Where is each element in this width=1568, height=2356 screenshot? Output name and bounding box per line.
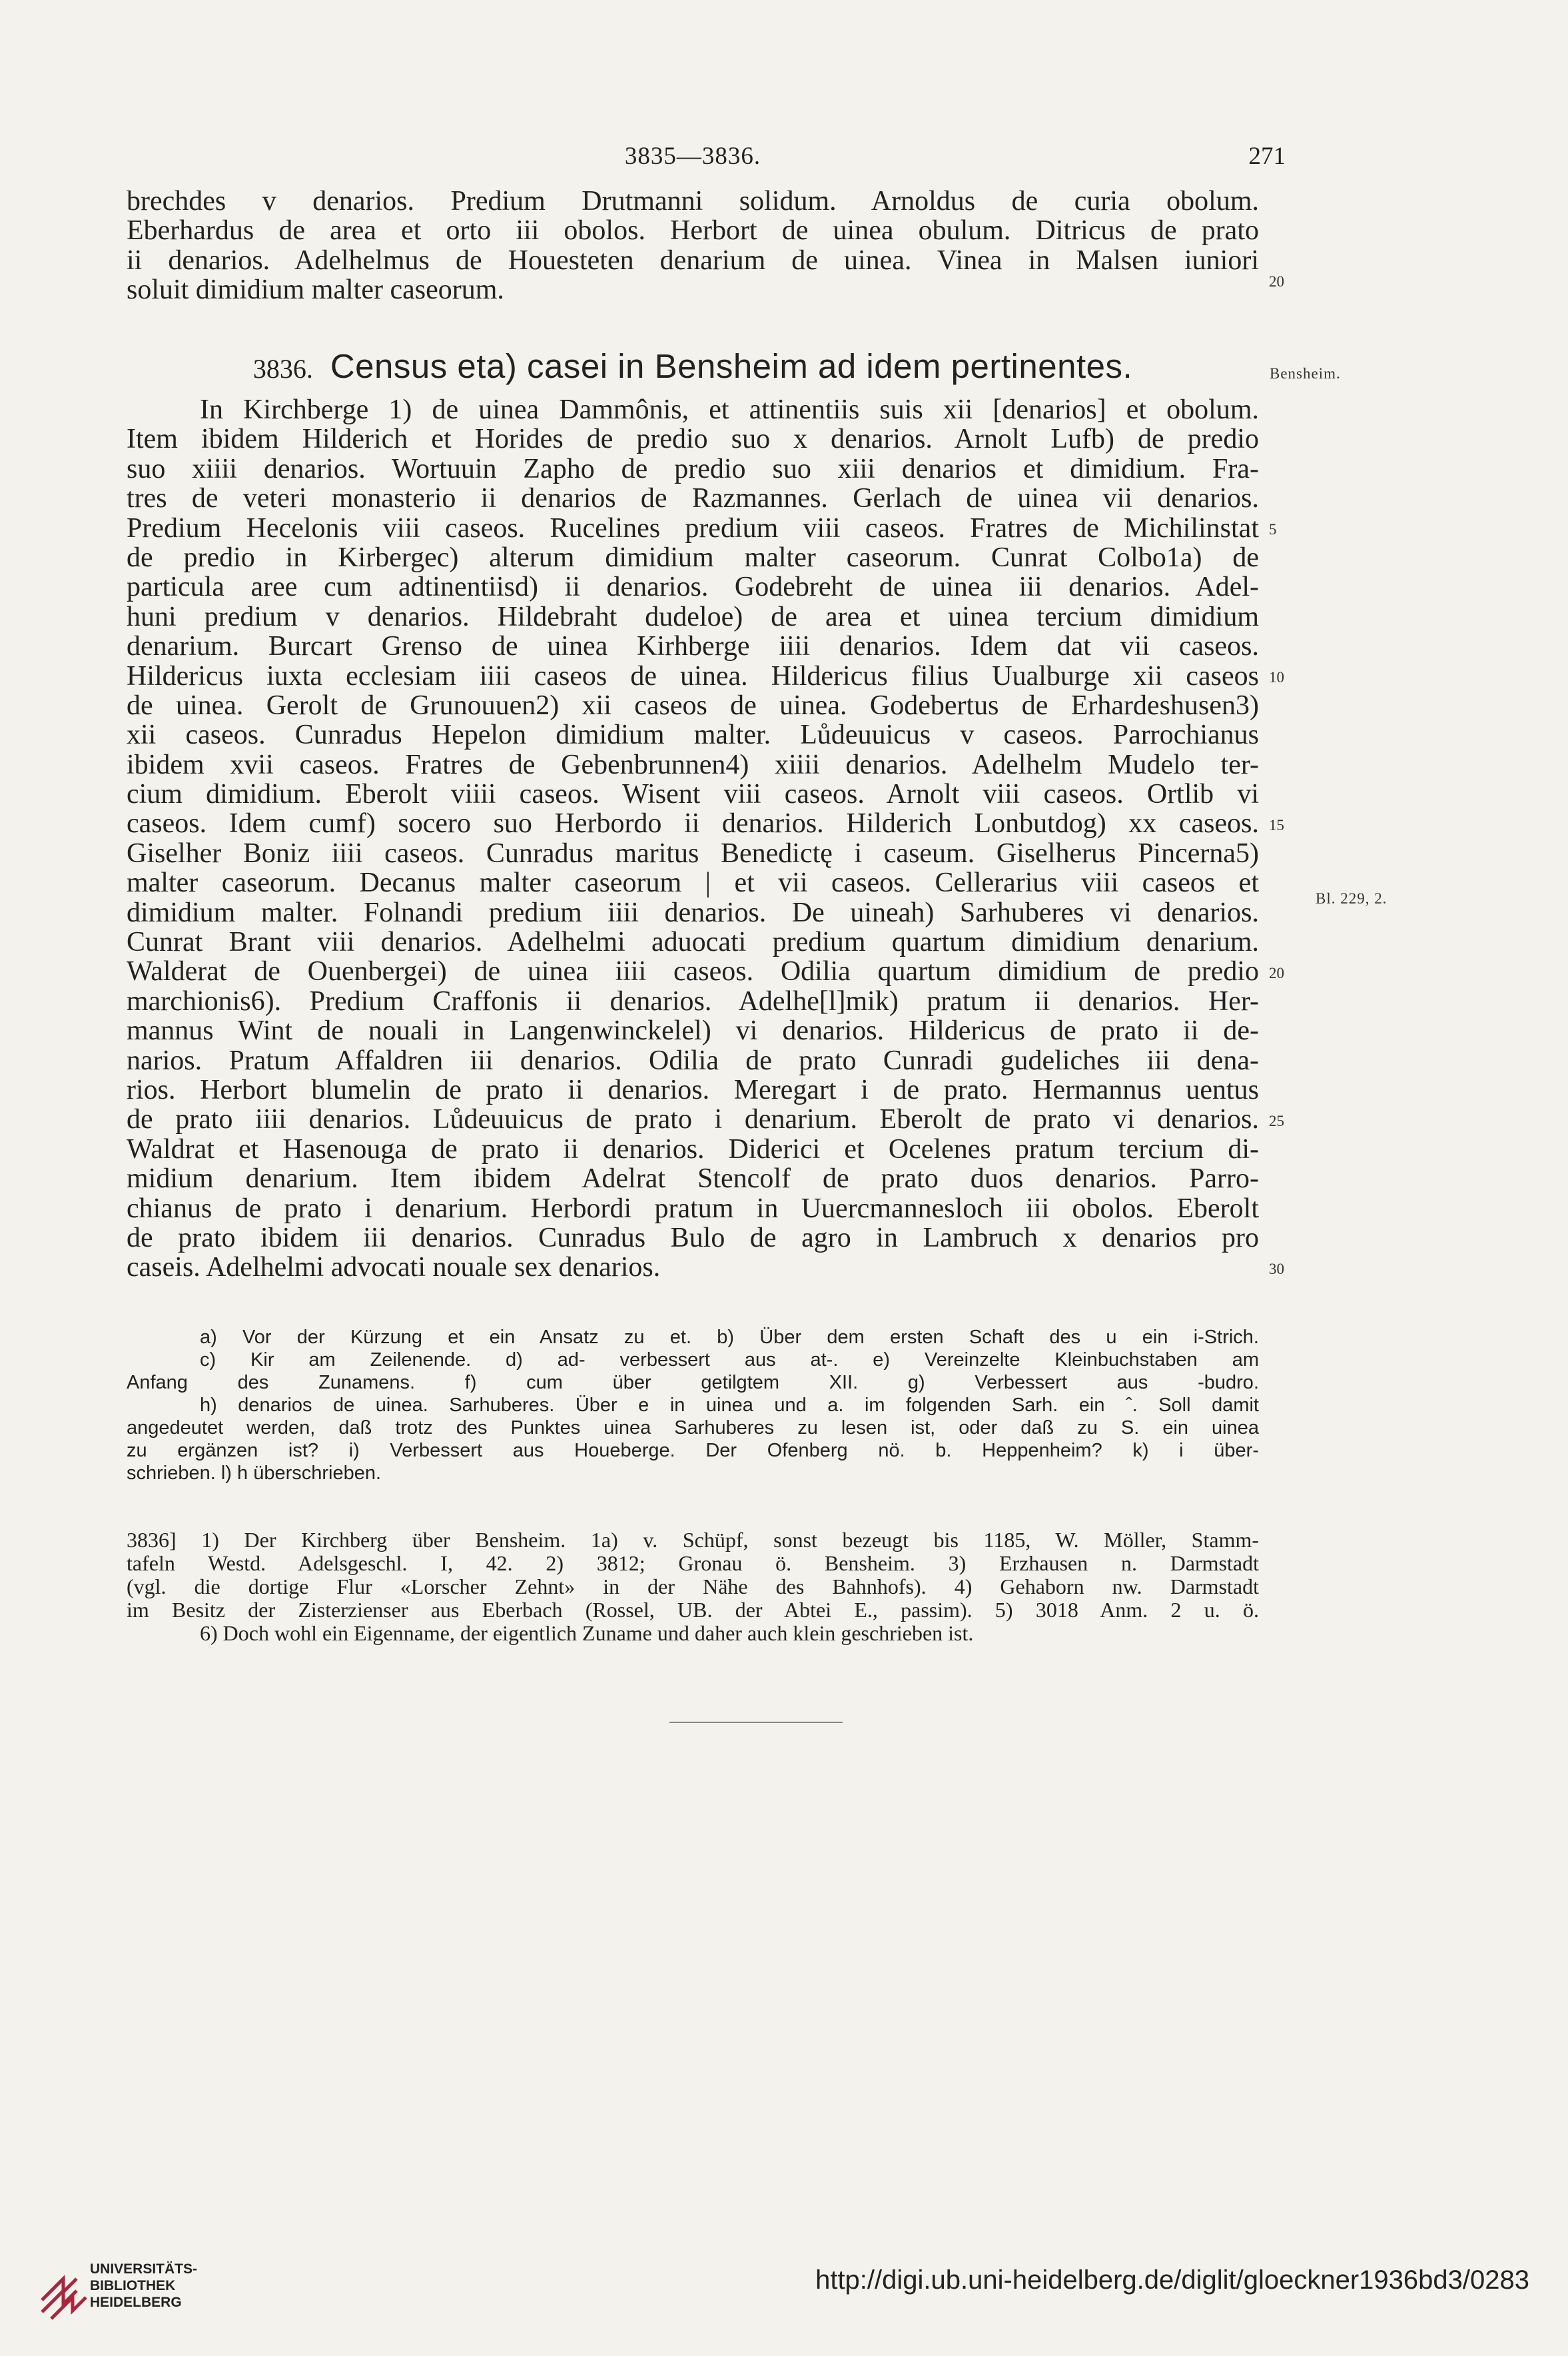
commentary-line: (vgl. die dortige Flur «Lorscher Zehnt» in der Nähe des Bahnhofs). 4) Gehaborn nw. Darmstadt: [127, 1574, 1259, 1598]
margin-place-label: Bensheim.: [1270, 365, 1341, 382]
text-line: chianus de prato i denarium. Herbordi pratum in Uuercmannesloch iii obolos. Eberolt: [127, 1193, 1259, 1224]
commentary-line: 3836] 1) Der Kirchberg über Bensheim. 1a) v. Schüpf, sonst bezeugt bis 1185, W. Möller, Stamm-: [127, 1528, 1259, 1552]
text-line: cium dimidium. Eberolt viiii caseos. Wisent viii caseos. Arnolt viii caseos. Ortlib vi: [127, 779, 1259, 810]
text-line: Walderat de Ouenbergei) de uinea iiii caseos. Odilia quartum dimidium de predio: [127, 956, 1259, 987]
library-name-line: UNIVERSITÄTS-: [90, 2261, 198, 2277]
text-line: ibidem xvii caseos. Fratres de Gebenbrunnen4) xiiii denarios. Adelhelm Mudelo ter-: [127, 749, 1259, 780]
text-line: xii caseos. Cunradus Hepelon dimidium malter. Lůdeuuicus v caseos. Parrochianus: [127, 720, 1259, 751]
text-line: Item ibidem Hilderich et Horides de predio suo x denarios. Arnolt Lufb) de predio: [127, 424, 1259, 455]
text-line: marchionis6). Predium Craffonis ii denarios. Adelhe[l]mik) pratum ii denarios. Her-: [127, 985, 1259, 1017]
text-line: narios. Pratum Affaldren iii denarios. Odilia de prato Cunradi gudeliches iii dena-: [127, 1045, 1259, 1076]
footnote-line: angedeutet werden, daß trotz des Punktes uinea Sarhuberes zu lesen ist, oder daß zu S. ein uinea: [127, 1417, 1259, 1439]
footnote-line: schrieben. l) h überschrieben.: [127, 1463, 382, 1484]
text-line: caseis. Adelhelmi advocati nouale sex denarios.: [127, 1252, 661, 1283]
text-line: dimidium malter. Folnandi predium iiii denarios. De uineah) Sarhuberes vi denarios.: [127, 897, 1259, 928]
line-number: 30: [1269, 1261, 1284, 1277]
library-name-line: BIBLIOTHEK: [90, 2278, 176, 2293]
previous-entry-text: [127, 187, 1259, 305]
commentary-notes: [127, 1528, 1259, 1645]
text-line: midium denarium. Item ibidem Adelrat Stencolf de prato duos denarios. Parro-: [127, 1163, 1259, 1195]
source-url-link[interactable]: http://digi.ub.uni-heidelberg.de/diglit/gloeckner1936bd3/0283: [815, 2265, 1529, 2295]
text-line: caseos. Idem cumf) socero suo Herbordo ii denarios. Hilderich Lonbutdog) xx caseos.: [127, 808, 1259, 840]
text-line: Eberhardus de area et orto iii obolos. Herbort de uinea obulum. Ditricus de prato: [127, 215, 1259, 247]
line-number: 25: [1269, 1113, 1284, 1129]
text-line: particula aree cum adtinentiisd) ii denarios. Godebreht de uinea iii denarios. Adel-: [127, 572, 1259, 603]
text-line: de prato ibidem iii denarios. Cunradus Bulo de agro in Lambruch x denarios pro: [127, 1222, 1259, 1253]
footnote-line: h) denarios de uinea. Sarhuberes. Über e in uinea und a. im folgenden Sarh. ein ˆ. Soll damit: [200, 1395, 1259, 1416]
document-range: 3835—3836.: [624, 143, 761, 170]
commentary-line: im Besitz der Zisterzienser aus Eberbach (Rossel, UB. der Abtei E., passim). 5) 3018 Anm. 2 u. ö.: [127, 1598, 1259, 1622]
text-line: mannus Wint de nouali in Langenwinckelel) vi denarios. Hildericus de prato ii de-: [127, 1015, 1259, 1047]
text-line: In Kirchberge 1) de uinea Dammônis, et attinentiis suis xii [denarios] et obolum.: [200, 394, 1259, 425]
footnotes: [127, 1326, 1259, 1484]
footnote-line: Anfang des Zunamens. f) cum über getilgtem XII. g) Verbessert aus -budro.: [127, 1372, 1259, 1393]
line-number: 5: [1269, 521, 1277, 538]
line-number: 10: [1269, 669, 1284, 686]
footnote-line: c) Kir am Zeilenende. d) ad- verbessert aus at-. e) Vereinzelte Kleinbuchstaben am: [200, 1349, 1259, 1371]
entry-title: Census eta) casei in Bensheim ad idem pertinentes.: [330, 347, 1133, 385]
text-line: brechdes v denarios. Predium Drutmanni solidum. Arnoldus de curia obolum.: [127, 186, 1259, 217]
text-line: de prato iiii denarios. Lůdeuuicus de prato i denarium. Eberolt de prato vi denarios.: [127, 1104, 1259, 1135]
text-line: soluit dimidium malter caseorum.: [127, 275, 504, 306]
text-line: huni predium v denarios. Hildebraht dudeloe) de area et uinea tercium dimidium: [127, 601, 1259, 632]
text-line: rios. Herbort blumelin de prato ii denarios. Meregart i de prato. Hermannus uentus: [127, 1074, 1259, 1105]
margin-folio-reference: Bl. 229, 2.: [1316, 890, 1387, 907]
text-line: Hildericus iuxta ecclesiam iiii caseos de uinea. Hildericus filius Uualburge xii caseos: [127, 660, 1259, 692]
text-line: Waldrat et Hasenouga de prato ii denarios. Diderici et Ocelenes pratum tercium di-: [127, 1133, 1259, 1165]
text-line: malter caseorum. Decanus malter caseorum | et vii caseos. Cellerarius viii caseos et: [127, 868, 1259, 899]
text-line: de predio in Kirbergec) alterum dimidium malter caseorum. Cunrat Colbo1a) de: [127, 542, 1259, 573]
text-line: Predium Hecelonis viii caseos. Rucelines predium viii caseos. Fratres de Michilinstat: [127, 512, 1259, 544]
text-line: ii denarios. Adelhelmus de Houesteten denarium de uinea. Vinea in Malsen iuniori: [127, 245, 1259, 276]
entry-text: [127, 395, 1259, 1283]
text-line: tres de veteri monasterio ii denarios de Razmannes. Gerlach de uinea vii denarios.: [127, 483, 1259, 514]
footnote-line: a) Vor der Kürzung et ein Ansatz zu et. b) Über dem ersten Schaft des u ein i-Strich.: [200, 1327, 1259, 1348]
commentary-line: tafeln Westd. Adelsgeschl. I, 42. 2) 3812; Gronau ö. Bensheim. 3) Erzhausen n. Darmstadt: [127, 1551, 1259, 1575]
line-number: 20: [1269, 273, 1284, 290]
entry-number: 3836.: [252, 354, 313, 384]
text-line: de uinea. Gerolt de Grunouuen2) xii caseos de uinea. Godebertus de Erhardeshusen3): [127, 690, 1259, 721]
library-name: [90, 2261, 197, 2311]
line-number: 15: [1269, 817, 1284, 834]
library-logo-icon: [37, 2259, 90, 2325]
text-line: Giselher Boniz iiii caseos. Cunradus maritus Benedictę i caseum. Giselherus Pincerna5): [127, 838, 1259, 869]
running-header: [0, 142, 1568, 182]
commentary-line: 6) Doch wohl ein Eigenname, der eigentlich Zuname und daher auch klein geschrieben ist.: [200, 1621, 974, 1645]
footnote-line: zu ergänzen ist? i) Verbessert aus Houeberge. Der Ofenberg nö. b. Heppenheim? k) i über-: [127, 1440, 1259, 1461]
text-line: Cunrat Brant viii denarios. Adelhelmi aduocati predium quartum dimidium denarium.: [127, 927, 1259, 958]
entry-heading: [127, 346, 1259, 393]
page-number: 271: [1248, 143, 1286, 170]
line-number: 20: [1269, 965, 1284, 981]
end-rule: [669, 1722, 843, 1723]
library-name-line: HEIDELBERG: [90, 2295, 182, 2310]
text-line: suo xiiii denarios. Wortuuin Zapho de predio suo xiii denarios et dimidium. Fra-: [127, 453, 1259, 484]
text-line: denarium. Burcart Grenso de uinea Kirhberge iiii denarios. Idem dat vii caseos.: [127, 631, 1259, 662]
